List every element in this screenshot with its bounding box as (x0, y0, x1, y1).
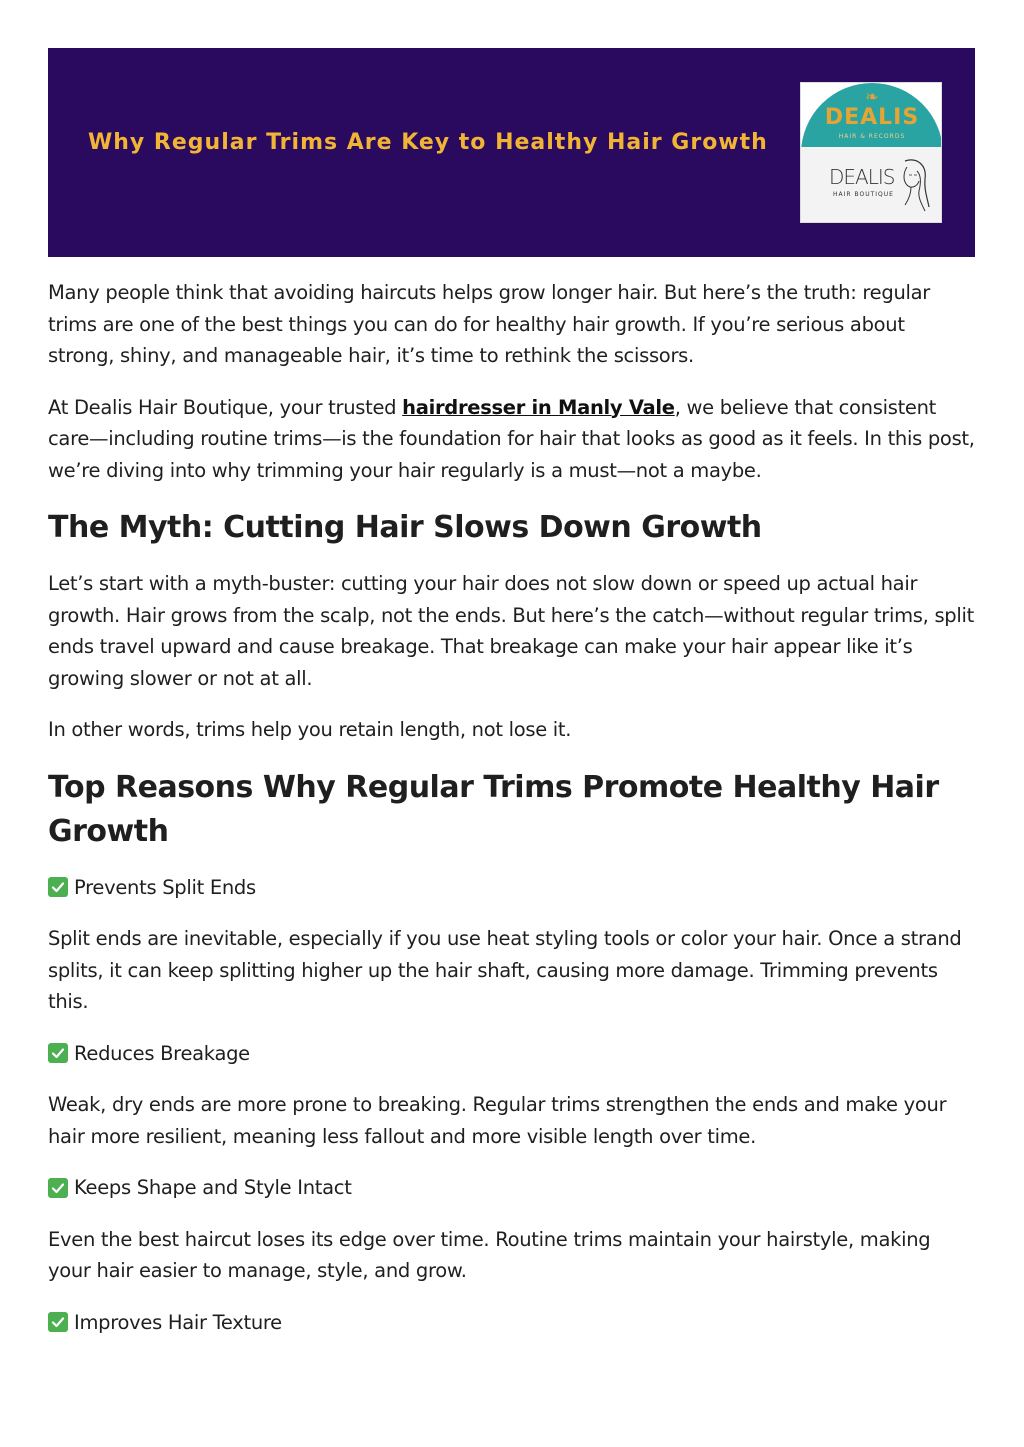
hairdresser-manly-vale-link[interactable]: hairdresser in Manly Vale (402, 395, 675, 419)
reason-text: Weak, dry ends are more prone to breaking. Regular trims strengthen the ends and make your hair more resilient, meaning less fallout and more visible length over time. (48, 1093, 947, 1148)
reason-item (48, 1038, 976, 1070)
page-title: Why Regular Trims Are Key to Healthy Hair Growth (88, 130, 768, 155)
dealis-logo (800, 82, 942, 223)
logo-bottom-brand: DEALIS (829, 165, 895, 189)
section-heading-reasons: Top Reasons Why Regular Trims Promote Healthy Hair Growth (48, 769, 939, 849)
reason-text: Split ends are inevitable, especially if you use heat styling tools or color your hair. Once a strand splits, it can keep splitting higher up the hair shaft, causing more damage. Trimming prevents this. (48, 927, 962, 1013)
logo-monogram-icon: ❧ (865, 87, 879, 106)
header-banner (48, 48, 975, 257)
logo-top-section (801, 83, 942, 147)
reason-item (48, 1172, 976, 1204)
reason-label: Improves Hair Texture (74, 1310, 282, 1334)
logo-bottom-sub: HAIR BOUTIQUE (833, 191, 894, 198)
check-mark-icon (48, 1043, 68, 1063)
logo-top-sub: HAIR & RECORDS (838, 133, 906, 140)
woman-face-icon (895, 157, 931, 213)
reason-label: Prevents Split Ends (74, 875, 256, 899)
intro-paragraph-1: Many people think that avoiding haircuts helps grow longer hair. But here’s the truth: regular trims are one of the best things you can do for healthy hair growth. If you’re serious about strong, shiny, and manageable hair, it’s time to rethink the scissors. (48, 281, 930, 367)
check-mark-icon (48, 1312, 68, 1332)
check-mark-icon (48, 877, 68, 897)
reason-label: Keeps Shape and Style Intact (74, 1176, 352, 1199)
reason-label: Reduces Breakage (74, 1041, 250, 1065)
section-heading-myth: The Myth: Cutting Hair Slows Down Growth (48, 510, 762, 545)
myth-paragraph-1: Let’s start with a myth-buster: cutting your hair does not slow down or speed up actual hair growth. Hair grows from the scalp, not the ends. But here’s the catch—without regular trims, split ends travel upward and cause breakage. That breakage can make your hair appear like it’s growing slower or not at all. (48, 572, 974, 690)
myth-paragraph-2: In other words, trims help you retain length, not lose it. (48, 718, 572, 741)
intro-paragraph-2: At Dealis Hair Boutique, your trusted hairdresser in Manly Vale, we believe that consistent care—including routine trims—is the foundation for hair that looks as good as it feels. In this post, we’re diving into why trimming your hair regularly is a must—not a maybe. (48, 395, 975, 482)
reason-item (48, 872, 976, 904)
reason-text: Even the best haircut loses its edge over time. Routine trims maintain your hairstyle, making your hair easier to manage, style, and grow. (48, 1227, 931, 1282)
check-mark-icon (48, 1178, 68, 1198)
reason-item (48, 1307, 976, 1339)
article-body (48, 277, 976, 1358)
logo-bottom-section (801, 147, 942, 223)
logo-top-brand: DEALIS (824, 105, 920, 130)
